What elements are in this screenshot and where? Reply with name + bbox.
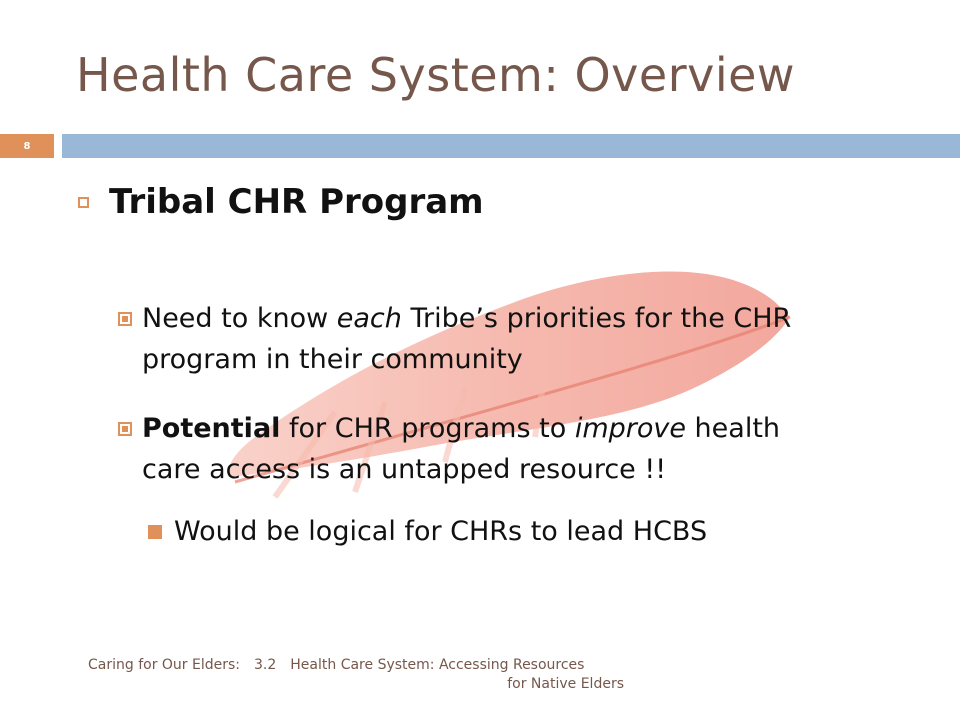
footer-course: Caring for Our Elders: xyxy=(88,657,241,673)
footer-module: 3.2 xyxy=(254,657,277,673)
slide-title: Health Care System: Overview xyxy=(76,48,796,102)
hollow-square-bullet-icon xyxy=(78,197,89,208)
slide-footer xyxy=(88,656,628,694)
bullet-text: Potential for CHR programs to improve health care access is an untapped resource !! xyxy=(142,413,781,485)
sub-bullet-text: Would be logical for CHRs to lead HCBS xyxy=(174,516,708,547)
title-rule-bar xyxy=(62,134,960,158)
footer-topic: Health Care System: Accessing Resources xyxy=(290,657,585,673)
square-in-square-bullet-icon xyxy=(118,312,132,326)
heading-bullet xyxy=(78,182,484,222)
square-in-square-bullet-icon xyxy=(118,422,132,436)
slide-number-badge xyxy=(0,134,54,158)
footer-topic-continued: for Native Elders xyxy=(507,676,624,692)
slide-number: 8 xyxy=(23,140,31,152)
sub-bullet-item xyxy=(148,516,707,547)
bullet-text: Need to know each Tribe’s priorities for the CHR program in their community xyxy=(142,303,792,375)
filled-square-bullet-icon xyxy=(148,525,162,539)
bullet-item xyxy=(118,408,838,490)
bullet-item xyxy=(118,298,838,380)
heading-text: Tribal CHR Program xyxy=(109,182,484,222)
